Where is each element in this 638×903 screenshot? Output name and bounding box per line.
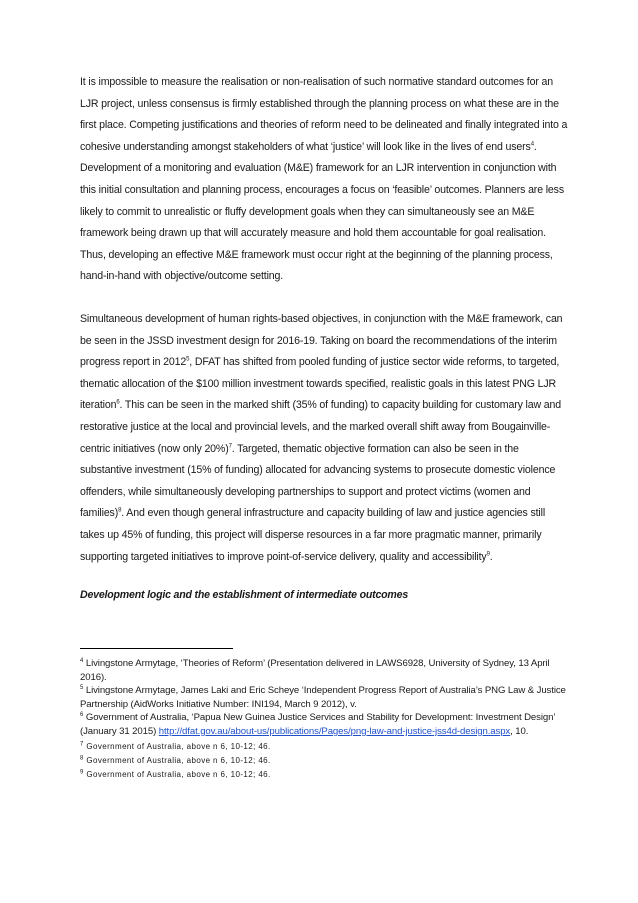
paragraph-text: . Targeted, thematic objective formation can also be seen in the substantive investment (15% of funding) allocated for advancing systems to prosecute domestic violence offenders, while simultaneously developing partnerships to support and protect victims (women and families) <box>80 442 556 520</box>
section-heading: Development logic and the establishment of intermediate outcomes <box>80 589 409 601</box>
footnote-text: Livingstone Armytage, ‘Theories of Reform’ (Presentation delivered in LAWS6928, University of Sydney, 13 April 2016). <box>80 658 550 683</box>
footnote-ref-4[interactable]: 4 <box>530 141 534 148</box>
footnote-text: Government of Australia, ‘Papua New Guinea Justice Services and Stability for Development: Investment Design’ (January 31 2015) <box>80 712 556 737</box>
footnote-number: 5 <box>80 685 84 691</box>
footnote-text: Government of Australia, above n 6, 10-12; 46. <box>86 741 271 751</box>
footnote-text: Government of Australia, above n 6, 10-12; 46. <box>86 755 271 765</box>
footnote-ref-6[interactable]: 6 <box>116 399 120 406</box>
footnote-6 <box>80 711 568 738</box>
footnote-8 <box>80 754 568 767</box>
footnote-9 <box>80 768 568 781</box>
footnote-4 <box>80 657 568 684</box>
footnote-text: , 10. <box>510 725 529 737</box>
body-paragraph-1 <box>80 72 568 288</box>
footnote-ref-9[interactable]: 9 <box>486 551 490 557</box>
paragraph-text: It is impossible to measure the realisation or non-realisation of such normative standard outcomes for an LJR project, unless consensus is firmly established through the planning process on what these are in the first place. Competing justifications and theories of reform need to be delineated and finally integrated into a cohesive understanding amongst stakeholders of what ‘justice’ will look like in the lives of end users <box>80 76 568 153</box>
paragraph-text: . Development of a monitoring and evaluation (M&E) framework for an LJR intervention in conjunction with this initial consultation and planning process, encourages a focus on ‘feasible’ outcomes. Planners are less likely to commit to unrealistic or fluffy development goals when they can simultaneously see an M&E framework being drawn up that will accurately measure and hold them accountable for goal realisation. Thus, developing an effective M&E framework must occur right at the beginning of the planning process, hand-in-hand with objective/outcome setting. <box>80 140 564 283</box>
footnote-number: 4 <box>80 657 84 664</box>
footnote-number: 7 <box>80 740 84 747</box>
footnote-number: 8 <box>80 754 84 761</box>
footnote-ref-5[interactable]: 5 <box>186 356 190 363</box>
footnote-text: Government of Australia, above n 6, 10-12; 46. <box>86 769 271 779</box>
footnote-link[interactable]: http://dfat.gov.au/about-us/publications/Pages/png-law-and-justice-jss4d-design.aspx <box>158 725 511 737</box>
paragraph-text: . And even though general infrastructure and capacity building of law and justice agencies still takes up 45% of funding, this project will disperse resources in a far more pragmatic manner, primarily supporting targeted initiatives to improve point-of-service delivery, quality and accessibility <box>80 507 546 563</box>
paragraph-text: . <box>489 550 493 563</box>
footnote-ref-7[interactable]: 7 <box>228 443 232 450</box>
body-paragraph-2 <box>80 309 568 568</box>
footnote-text: Livingstone Armytage, James Laki and Eric Scheye ‘Independent Progress Report of Australia’s PNG Law & Justice Partnership (AidWorks Initiative Number: INI194, March 9 2012), v. <box>80 685 566 710</box>
footnote-separator <box>80 648 233 649</box>
footnotes <box>80 657 568 781</box>
footnote-7 <box>80 740 568 753</box>
footnote-number: 9 <box>80 768 84 775</box>
footnote-number: 6 <box>80 712 84 719</box>
paragraph-text: . This can be seen in the marked shift (35% of funding) to capacity building for customary law and restorative justice at the local and provincial levels, and the marked overall shift away from Bougainville-centric initiatives (now only 20%) <box>80 399 561 455</box>
footnote-ref-8[interactable]: 8 <box>118 507 122 514</box>
paragraph-text: , DFAT has shifted from pooled funding of justice sector wide reforms, to targeted, thematic allocation of the $100 million investment towards specified, realistic goals in this latest PNG LJR iteration <box>80 356 560 412</box>
footnote-5 <box>80 684 568 711</box>
paragraph-text: Simultaneous development of human rights-based objectives, in conjunction with the M&E framework, can be seen in the JSSD investment design for 2016-19. Taking on board the recommendations of the interim progress report in 2012 <box>80 313 563 369</box>
